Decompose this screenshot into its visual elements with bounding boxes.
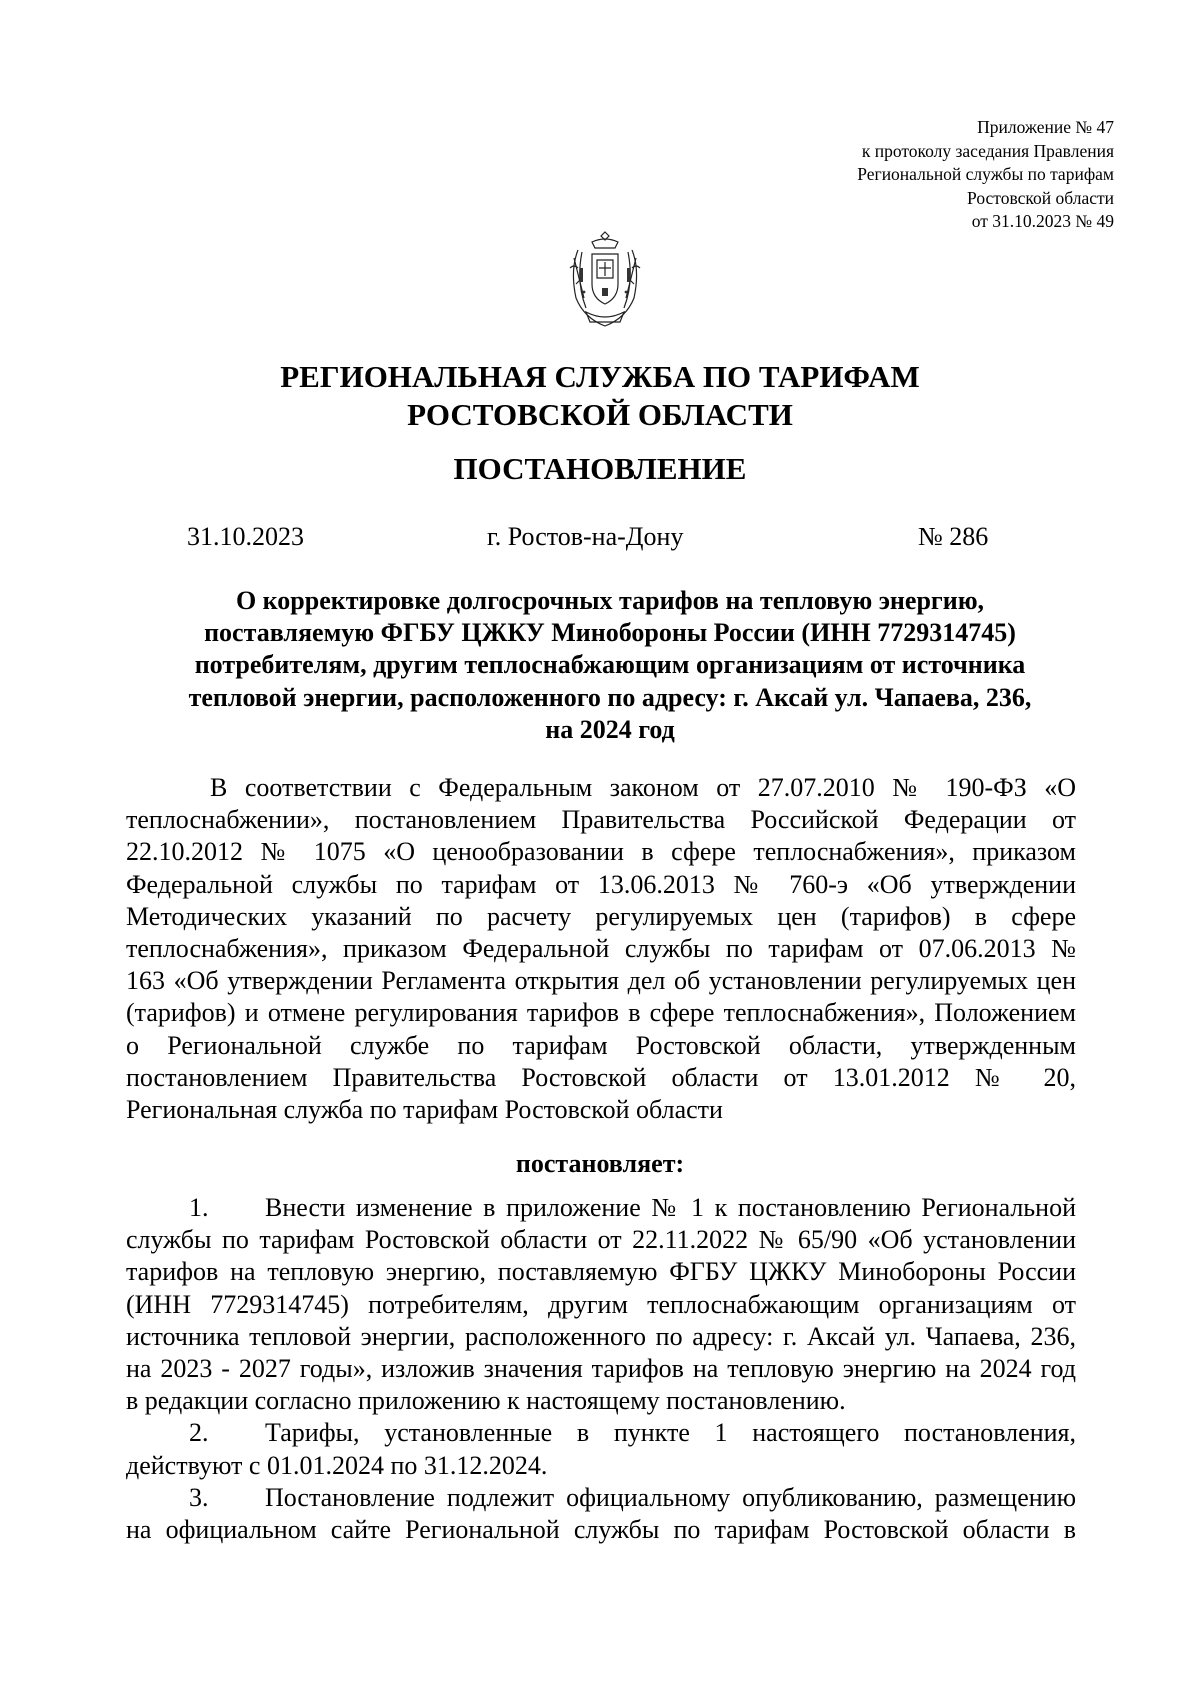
item-text: Постановление подлежит официальному опубликованию, размещению <box>265 1482 1076 1512</box>
resolves-heading: постановляет: <box>515 1149 685 1178</box>
paragraph-line: в редакции согласно приложению к настоящему постановлению. <box>126 1386 846 1416</box>
appendix-line: от 31.10.2023 № 49 <box>971 211 1114 231</box>
document-number: № 286 <box>918 522 989 551</box>
item-text: Внести изменение в приложение № 1 к постановлению Региональной <box>265 1193 1076 1222</box>
item-number: 3. <box>189 1482 209 1512</box>
paragraph-line: на 2023 - 2027 годы», изложив значения тарифов на тепловую энергию на 2024 год <box>126 1353 1076 1383</box>
paragraph-line: (тарифов) и отмене регулирования тарифов в сфере теплоснабжения», Положением <box>126 998 1076 1028</box>
paragraph-line: службы по тарифам Ростовской области от 22.11.2022 № 65/90 «Об установлении <box>126 1225 1076 1255</box>
document-type: ПОСТАНОВЛЕНИЕ <box>453 451 747 486</box>
appendix-note <box>614 116 1114 234</box>
title-line: поставляемую ФГБУ ЦЖКУ Минобороны России (ИНН 7729314745) <box>204 618 1016 648</box>
paragraph-line: Региональная служба по тарифам Ростовской области <box>126 1094 723 1124</box>
paragraph-line: 163 «Об утверждении Регламента открытия дел об установлении регулируемых цен <box>126 966 1076 996</box>
item-text: Тарифы, установленные в пункте 1 настоящего постановления, <box>265 1418 1076 1448</box>
appendix-line: Приложение № 47 <box>977 117 1114 137</box>
organization-name-line: РЕГИОНАЛЬНАЯ СЛУЖБА ПО ТАРИФАМ <box>280 359 920 394</box>
paragraph-line: Методических указаний по расчету регулируемых цен (тарифов) в сфере <box>126 901 1076 931</box>
paragraph-line: теплоснабжения», приказом Федеральной службы по тарифам от 07.06.2013 № <box>126 933 1076 963</box>
resolution-items <box>126 1192 1076 1546</box>
title-line: тепловой энергии, расположенного по адресу: г. Аксай ул. Чапаева, 236, <box>188 682 1032 712</box>
paragraph-line: тарифов на тепловую энергию, поставляемую ФГБУ ЦЖКУ Минобороны России <box>126 1257 1076 1287</box>
paragraph-line: на официальном сайте Региональной службы по тарифам Ростовской области в <box>126 1514 1076 1544</box>
title-line: О корректировке долгосрочных тарифов на тепловую энергию, <box>235 586 985 615</box>
list-item-first-line <box>126 1192 1076 1224</box>
list-item-first-line <box>126 1417 1076 1449</box>
paragraph-line: действуют с 01.01.2024 по 31.12.2024. <box>126 1450 548 1480</box>
paragraph-line: (ИНН 7729314745) потребителям, другим теплоснабжающим организациям от <box>126 1289 1076 1319</box>
appendix-line: Региональной службы по тарифам <box>857 164 1114 184</box>
paragraph-line: источника тепловой энергии, расположенного по адресу: г. Аксай ул. Чапаева, 236, <box>126 1321 1076 1351</box>
document-title <box>140 585 1080 746</box>
organization-name <box>0 358 1200 434</box>
paragraph-line: В соответствии с Федеральным законом от 27.07.2010 № 190-ФЗ «О <box>210 773 1076 802</box>
paragraph-line: Федеральной службы по тарифам от 13.06.2013 № 760-э «Об утверждении <box>126 869 1076 899</box>
appendix-line: к протоколу заседания Правления <box>861 140 1114 161</box>
paragraph-line: теплоснабжении», постановлением Правительства Российской Федерации от <box>126 805 1076 835</box>
paragraph-line: постановлением Правительства Ростовской области от 13.01.2012 № 20, <box>126 1062 1076 1092</box>
title-line: на 2024 год <box>545 714 675 744</box>
organization-name-line: РОСТОВСКОЙ ОБЛАСТИ <box>407 397 793 432</box>
preamble-paragraph <box>126 772 1076 1126</box>
title-line: потребителям, другим теплоснабжающим организациям от источника <box>194 650 1026 680</box>
list-item-first-line <box>126 1482 1076 1514</box>
paragraph-line: 22.10.2012 № 1075 «О ценообразовании в сфере теплоснабжения», приказом <box>126 837 1076 867</box>
document-date: 31.10.2023 <box>187 522 304 551</box>
item-number: 2. <box>189 1418 209 1448</box>
document-city: г. Ростов-на-Дону <box>487 522 684 551</box>
appendix-line: Ростовской области <box>967 187 1114 208</box>
coat-of-arms-icon <box>564 228 646 332</box>
paragraph-line: о Региональной службе по тарифам Ростовской области, утвержденным <box>126 1030 1076 1060</box>
item-number: 1. <box>189 1193 209 1222</box>
